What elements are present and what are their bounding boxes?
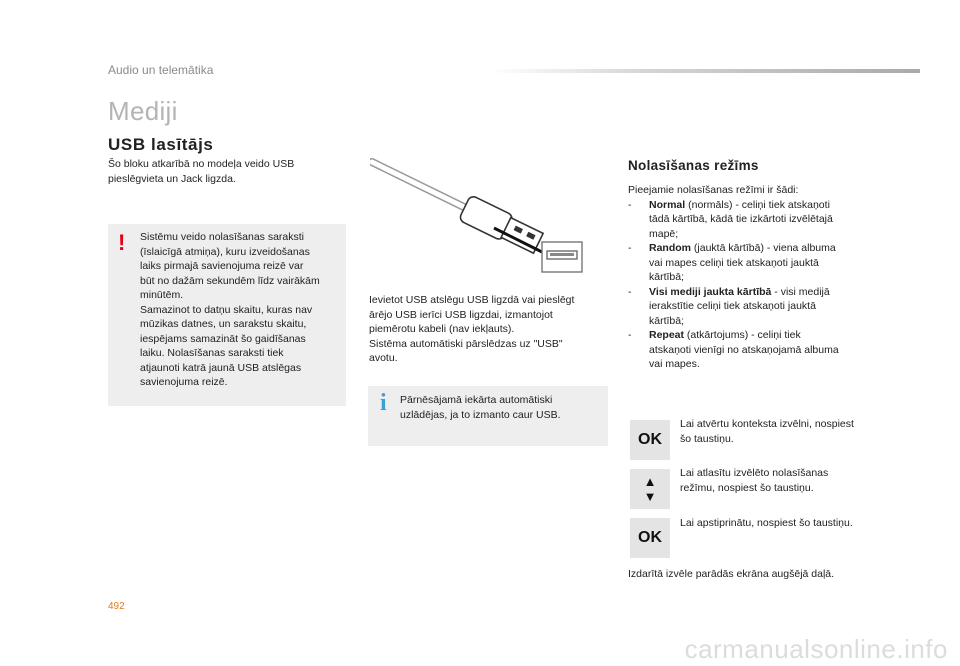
warning-line: būt no dažām sekundēm līdz vairākām (140, 274, 320, 287)
list-dash: - (628, 329, 632, 341)
step-select-mode (680, 466, 828, 495)
step-line: Lai atvērtu konteksta izvēlni, nospiest (680, 418, 854, 430)
usb-line: avotu. (369, 352, 398, 364)
mode-random (628, 241, 928, 285)
page-title: Mediji (108, 96, 178, 126)
mode-normal (628, 198, 928, 242)
warning-line: savienojuma reizē. (140, 376, 228, 388)
step-line: režīmu, nospiest šo taustiņu. (680, 481, 814, 494)
mode-desc-cont: kārtībā; (649, 271, 685, 283)
usb-line: piemērotu kabeli (nav iekļauts). (369, 323, 515, 335)
intro-line: pieslēgvieta un Jack ligzda. (108, 172, 236, 185)
playback-mode-title: Nolasīšanas režīms (628, 158, 759, 173)
info-line: Pārnēsājamā iekārta automātiski (400, 394, 553, 406)
warning-line: minūtēm. (140, 289, 184, 301)
ok-button-icon: OK (630, 518, 670, 558)
step-confirm (680, 516, 853, 531)
mode-desc-cont: vai mapes celiņi tiek atskaņoti jauktā (649, 256, 819, 269)
usb-line: Ievietot USB atslēgu USB ligzdā vai pieslēgt (369, 294, 575, 306)
arrow-down-icon: ▼ (643, 489, 657, 504)
mode-name: Random (649, 242, 691, 254)
warning-icon: ! (118, 230, 126, 255)
modes-intro: Pieejamie nolasīšanas režīmi ir šādi: (628, 184, 799, 196)
up-down-arrows-icon (630, 469, 670, 509)
mode-desc-cont: mapē; (649, 227, 679, 240)
playback-modes-list (628, 183, 928, 372)
warning-line: laiks pirmajā savienojuma reizē var (140, 260, 304, 272)
page-number: 492 (108, 601, 125, 612)
mode-desc-cont: tādā kārtībā, kādā tie izkārtoti izvēlētajā (649, 213, 833, 225)
page-subtitle: USB lasītājs (108, 135, 214, 154)
watermark: carmanualsonline.info (684, 634, 948, 664)
warning-line: mūzikas datnes, un sarakstu skaitu, (140, 318, 307, 330)
mode-desc: (atkārtojums) - celiņi tiek (684, 329, 801, 341)
usb-line: Sistēma automātiski pārslēdzas uz "USB" (369, 337, 563, 350)
warning-text (140, 230, 320, 390)
list-dash: - (628, 285, 632, 298)
mode-desc: (jauktā kārtībā) - viena albuma (691, 242, 836, 254)
mode-desc-cont: vai mapes. (649, 358, 700, 370)
mode-name: Visi mediji jaukta kārtībā (649, 285, 772, 298)
info-icon: i (380, 390, 387, 416)
mode-desc: - visi medijā (771, 285, 830, 298)
mode-desc-cont: atskaņoti vienīgi no atskaņojamā albuma (649, 343, 839, 356)
step-line: Lai atlasītu izvēlēto nolasīšanas (680, 467, 829, 479)
warning-line: (īslaicīgā atmiņa), kuru izveidošanas (140, 245, 310, 258)
section-header: Audio un telemātika (108, 63, 214, 77)
warning-line: iespējams samazināt šo gaidīšanas (140, 332, 306, 345)
warning-line: laiku. Nolasīšanas saraksti tiek (140, 347, 284, 359)
mode-desc: (normāls) - celiņi tiek atskaņoti (685, 198, 830, 211)
step-open-menu (680, 417, 854, 446)
intro-line: Šo bloku atkarībā no modeļa veido USB (108, 158, 295, 170)
arrow-up-icon: ▲ (643, 474, 657, 489)
warning-line: Samazinot to datņu skaitu, kuras nav (140, 303, 313, 316)
list-dash: - (628, 198, 632, 211)
usb-instructions (369, 293, 574, 366)
intro-text (108, 157, 294, 186)
info-line: uzlādējas, ja to izmanto caur USB. (400, 408, 561, 421)
warning-line: Sistēmu veido nolasīšanas saraksti (140, 231, 304, 243)
list-dash: - (628, 242, 632, 254)
warning-line: atjaunoti katrā jaunā USB atslēgas (140, 361, 302, 374)
usb-line: ārējo USB ierīci USB ligzdai, izmantojot (369, 308, 553, 321)
header-divider (490, 69, 920, 73)
ok-button-icon: OK (630, 420, 670, 460)
info-text (400, 393, 561, 422)
mode-desc-cont: ierakstītie celiņi tiek atskaņoti jauktā (649, 300, 816, 312)
usb-plug-illustration (370, 158, 585, 276)
mode-name: Normal (649, 198, 686, 211)
step-line: Lai apstiprinātu, nospiest šo taustiņu. (680, 517, 853, 529)
mode-name: Repeat (649, 329, 685, 341)
step-line: šo taustiņu. (680, 432, 734, 445)
closing-text: Izdarītā izvēle parādās ekrāna augšējā daļā. (628, 568, 835, 580)
mode-shuffle-all (628, 285, 928, 329)
mode-repeat (628, 328, 928, 372)
mode-desc-cont: kārtībā; (649, 314, 685, 327)
